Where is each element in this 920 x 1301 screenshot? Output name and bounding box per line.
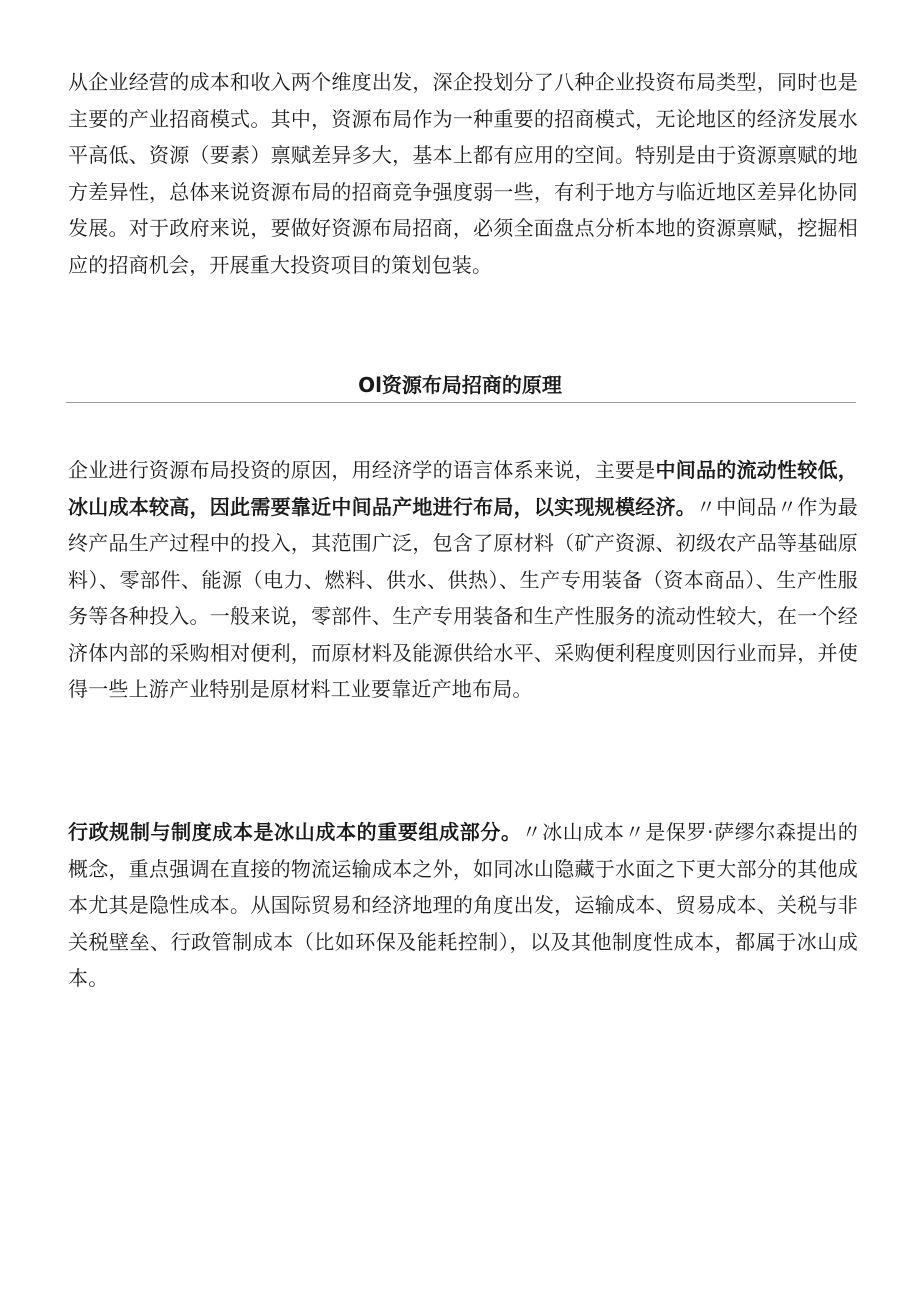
principle-lead-text: 企业进行资源布局投资的原因，用经济学的语言体系来说，主要是: [68, 458, 656, 482]
iceberg-paragraph: [68, 814, 858, 997]
principle-paragraph: [68, 452, 858, 708]
section-heading: Ol资源布局招商的原理: [358, 373, 562, 397]
intro-paragraph: [68, 64, 858, 283]
heading-divider: [66, 402, 856, 403]
iceberg-rest-text: 〃冰山成本〃是保罗·萨缪尔森提出的概念，重点强调在直接的物流运输成本之外，如同冰山隐藏于水面之下更大部分的其他成本尤其是隐性成本。从国际贸易和经济地理的角度出发，运输成本、贸易成本、关税与非关税壁垒、行政管制成本（比如环保及能耗控制），以及其他制度性成本，都属于冰山成本。: [68, 820, 858, 990]
principle-rest-text: 〃中间品〃作为最终产品生产过程中的投入，其范围广泛，包含了原材料（矿产资源、初级农产品等基础原料）、零部件、能源（电力、燃料、供水、供热）、生产专用装备（资本商品）、生产性服务等各种投入。一般来说，零部件、生产专用装备和生产性服务的流动性较大，在一个经济体内部的采购相对便利，而原材料及能源供给水平、采购便利程度则因行业而异，并使得一些上游产业特别是原材料工业要靠近产地布局。: [68, 494, 858, 701]
principle-bold-text: 中间品的流动性较低，冰山成本较高，因此需要靠近中间品产地进行布局，以实现规模经济。: [68, 458, 858, 519]
intro-text: 从企业经营的成本和收入两个维度出发，深企投划分了八种企业投资布局类型，同时也是主要的产业招商模式。其中，资源布局作为一种重要的招商模式，无论地区的经济发展水平高低、资源（要素）禀赋差异多大，基本上都有应用的空间。特别是由于资源禀赋的地方差异性，总体来说资源布局的招商竞争强度弱一些，有利于地方与临近地区差异化协同发展。对于政府来说，要做好资源布局招商，必须全面盘点分析本地的资源禀赋，挖掘相应的招商机会，开展重大投资项目的策划包装。: [68, 70, 858, 277]
iceberg-bold-text: 行政规制与制度成本是冰山成本的重要组成部分。: [68, 820, 522, 844]
